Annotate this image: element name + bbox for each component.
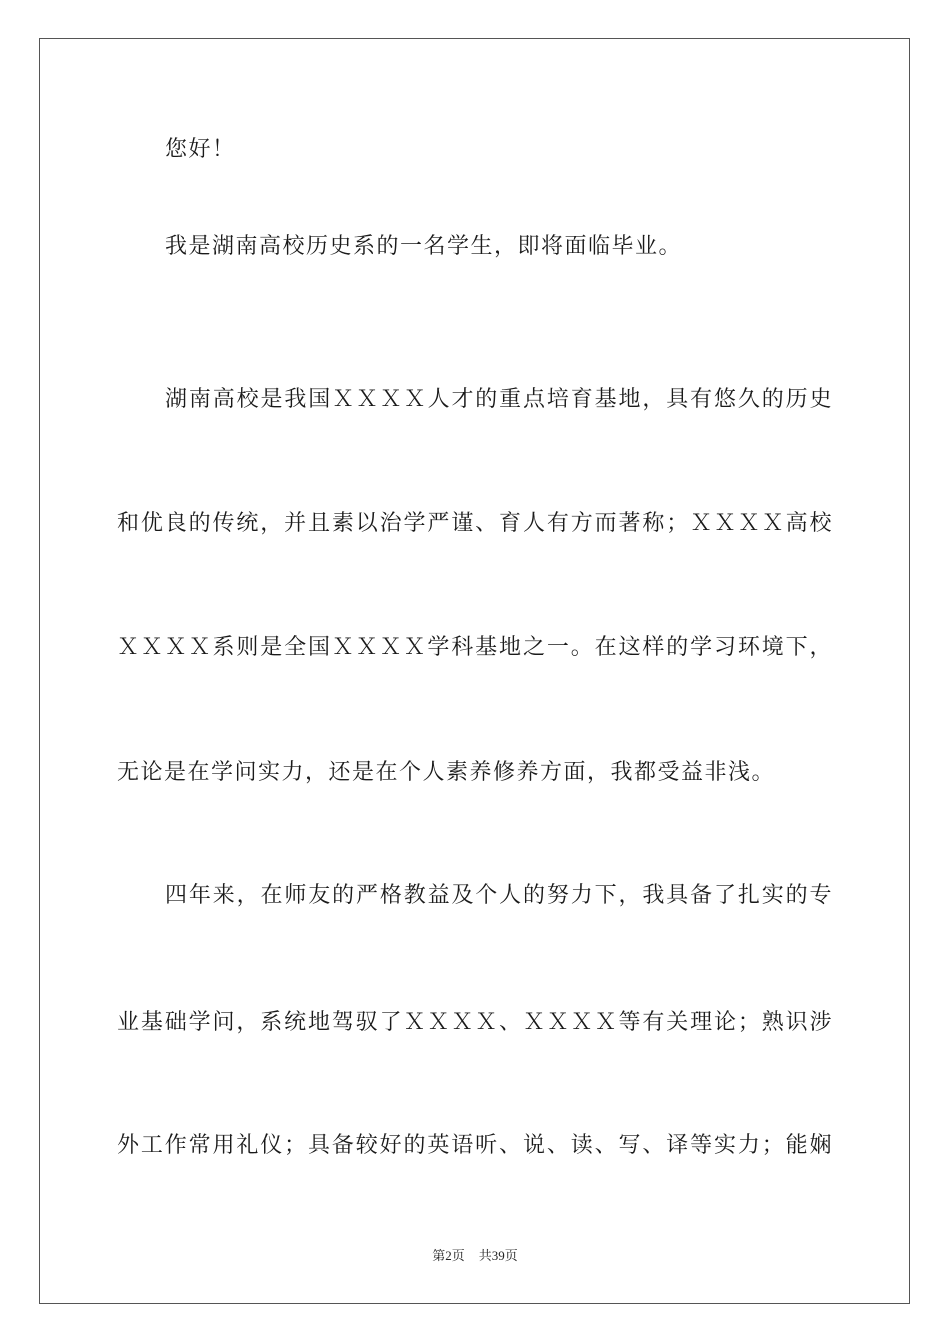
body-line: 和优良的传统，并且素以治学严谨、育人有方而著称；ＸＸＸＸ高校 bbox=[117, 511, 833, 536]
body-line: 业基础学问，系统地驾驭了ＸＸＸＸ、ＸＸＸＸ等有关理论；熟识涉 bbox=[117, 1010, 833, 1035]
body-line: 湖南高校是我国ＸＸＸＸ人才的重点培育基地，具有悠久的历史 bbox=[165, 387, 833, 412]
body-line: 外工作常用礼仪；具备较好的英语听、说、读、写、译等实力；能娴 bbox=[117, 1133, 833, 1158]
page-number: 第2页 bbox=[432, 1248, 465, 1263]
page-frame bbox=[39, 38, 910, 1304]
page-footer bbox=[0, 1247, 950, 1265]
body-line: 我是湖南高校历史系的一名学生，即将面临毕业。 bbox=[165, 234, 683, 259]
body-line: ＸＸＸＸ系则是全国ＸＸＸＸ学科基地之一。在这样的学习环境下， bbox=[117, 635, 833, 660]
body-line: 四年来，在师友的严格教益及个人的努力下，我具备了扎实的专 bbox=[165, 883, 833, 908]
body-line: 无论是在学问实力，还是在个人素养修养方面，我都受益非浅。 bbox=[117, 760, 776, 785]
greeting-line: 您好！ bbox=[165, 137, 236, 162]
page-total: 共39页 bbox=[478, 1248, 518, 1263]
